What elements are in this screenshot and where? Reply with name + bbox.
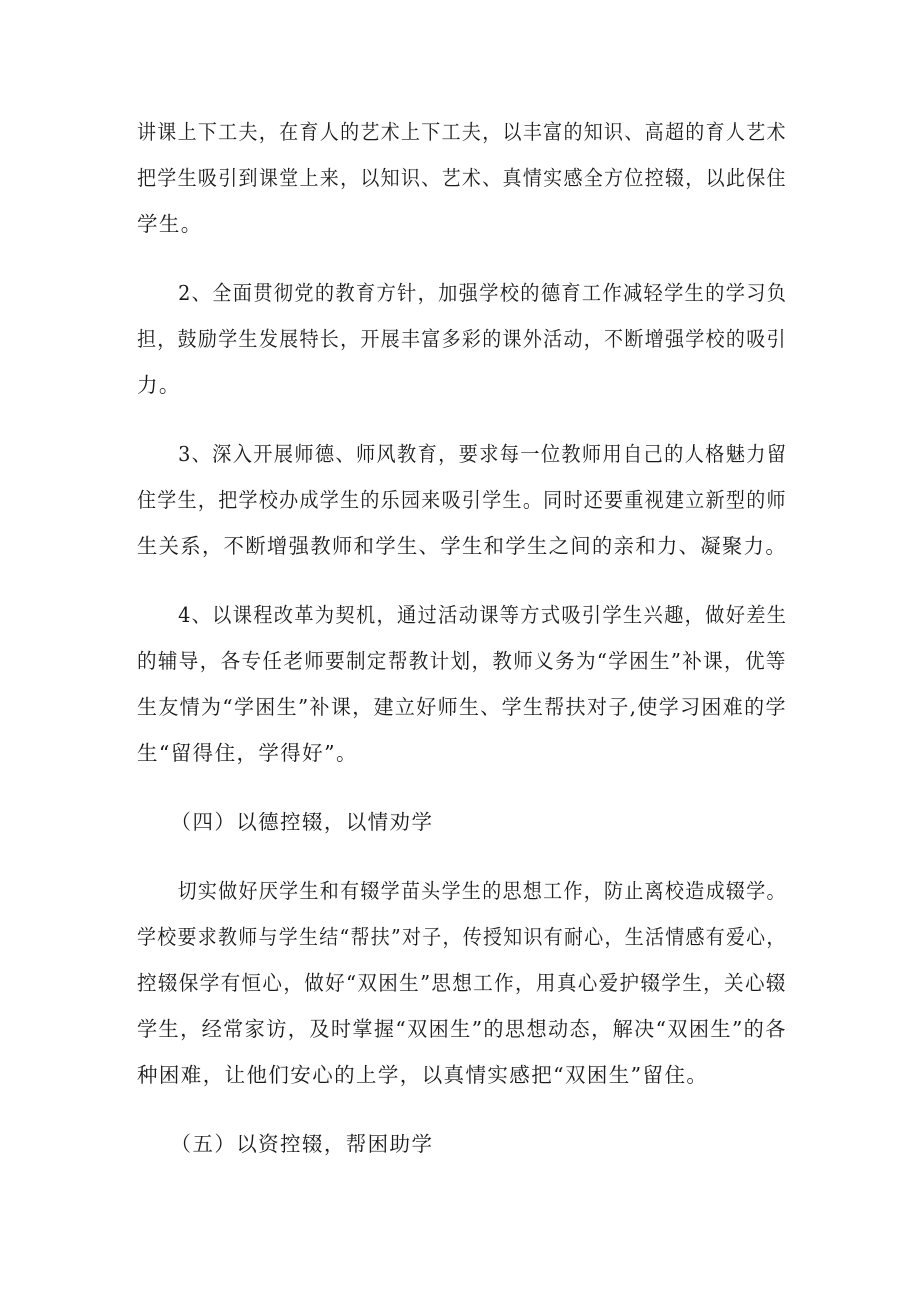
paragraph-item-2 — [137, 270, 788, 408]
text-line: 种困难，让他们安心的上学，以真情实感把“双困生”留住。 — [137, 1063, 709, 1087]
heading-line: （五）以资控辍，帮困助学 — [137, 1132, 434, 1156]
text-line: 切实做好厌学生和有辍学苗头学生的思想工作，防止离校造成辍学。 — [137, 879, 787, 903]
text-line: 学校要求教师与学生结“帮扶”对子，传授知识有耐心，生活情感有爱心， — [137, 925, 787, 949]
heading-line: （四）以德控辍，以情劝学 — [137, 810, 434, 834]
text-line: 学生，经常家访，及时掌握“双困生”的思想动态，解决“双困生”的各 — [137, 1017, 787, 1041]
paragraph-section-4-body — [137, 868, 787, 1098]
text-line: 2、全面贯彻党的教育方针，加强学校的德育工作减轻学生的学习负 — [137, 281, 788, 305]
text-line: 力。 — [137, 373, 181, 397]
text-line: 担，鼓励学生发展特长，开展丰富多彩的课外活动，不断增强学校的吸引 — [137, 327, 787, 351]
paragraph-item-3 — [137, 431, 788, 569]
text-line: 生关系，不断增强教师和学生、学生和学生之间的亲和力、凝聚力。 — [137, 534, 787, 558]
text-line: 住学生，把学校办成学生的乐园来吸引学生。同时还要重视建立新型的师 — [137, 488, 787, 512]
text-line: 4、以课程改革为契机，通过活动课等方式吸引学生兴趣，做好差生 — [137, 603, 788, 627]
text-line: 生“留得住，学得好”。 — [137, 741, 358, 765]
paragraph-continuation — [137, 109, 787, 247]
text-line: 生友情为“学困生”补课，建立好师生、学生帮扶对子,使学习困难的学 — [137, 695, 787, 719]
paragraph-item-4 — [137, 592, 788, 776]
section-heading-5 — [137, 1121, 783, 1167]
text-line: 控辍保学有恒心，做好“双困生”思想工作，用真心爱护辍学生，关心辍 — [137, 971, 787, 995]
section-heading-4 — [137, 799, 783, 845]
text-line: 3、深入开展师德、师风教育，要求每一位教师用自己的人格魅力留 — [137, 442, 788, 466]
text-line: 学生。 — [137, 212, 203, 236]
text-line: 把学生吸引到课堂上来，以知识、艺术、真情实感全方位控辍，以此保住 — [137, 166, 787, 190]
text-line: 的辅导，各专任老师要制定帮教计划，教师义务为“学困生”补课，优等 — [137, 649, 787, 673]
text-line: 讲课上下工夫，在育人的艺术上下工夫，以丰富的知识、高超的育人艺术 — [137, 120, 787, 144]
